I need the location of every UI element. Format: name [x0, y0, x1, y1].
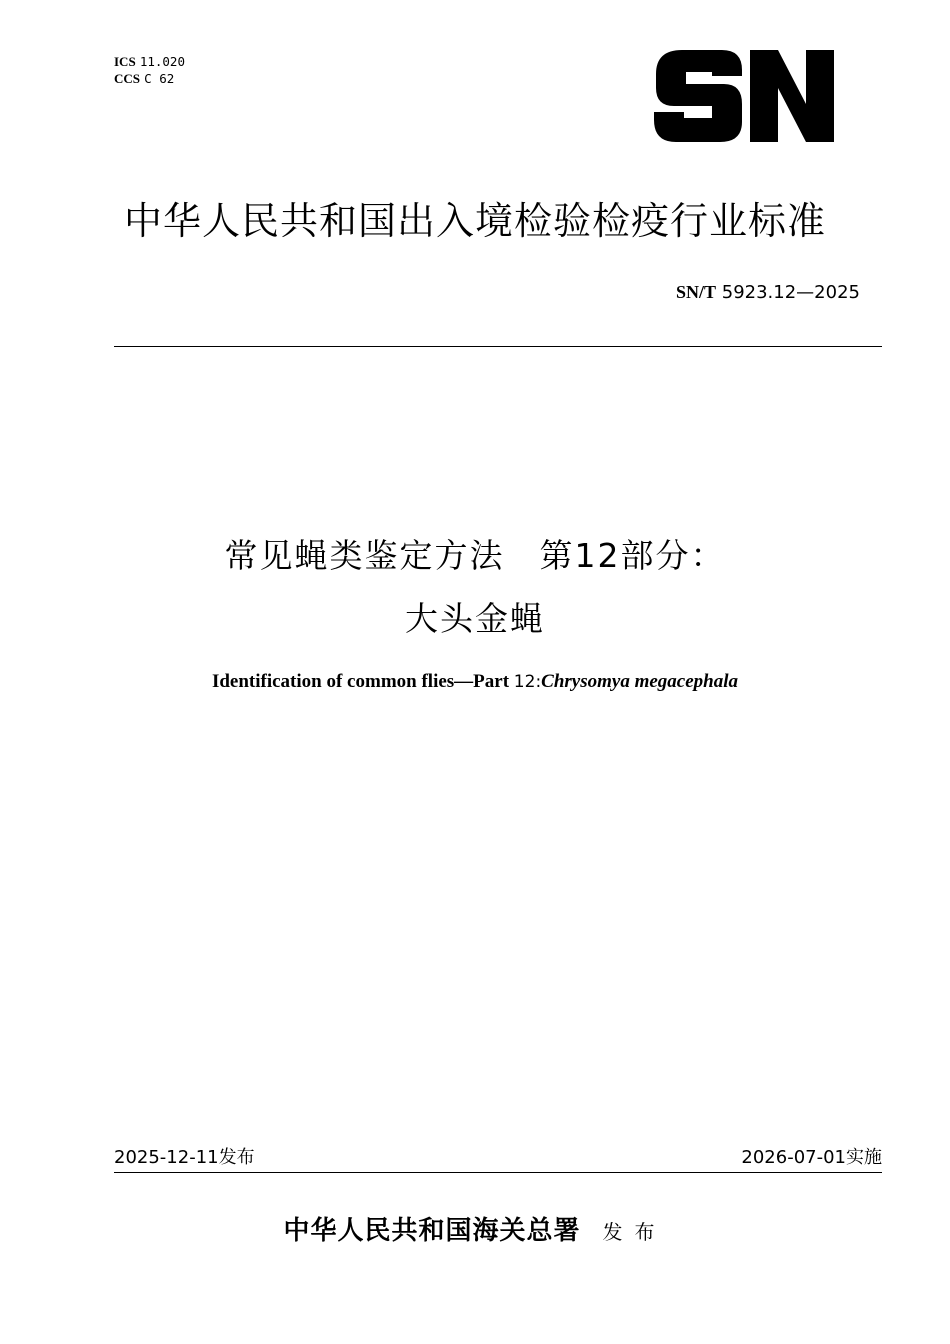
ics-line [114, 54, 185, 71]
sn-logo [650, 48, 836, 144]
title-en-part-number: 12 [513, 672, 536, 692]
top-divider [114, 346, 882, 347]
ccs-line [114, 71, 185, 88]
standard-prefix: SN/T [675, 282, 717, 302]
ics-code: 11.020 [139, 54, 185, 69]
issue-date: 2025-12-11发布 [114, 1147, 255, 1168]
implementation-date: 2026-07-01实施 [741, 1147, 882, 1168]
standard-number [676, 282, 860, 303]
bottom-divider [114, 1172, 882, 1173]
ccs-label: CCS [114, 71, 141, 86]
standard-code: 5923.12—2025 [721, 282, 860, 303]
title-en-separator: : [535, 672, 542, 692]
publisher-line [0, 1210, 950, 1247]
ccs-code: C 62 [144, 71, 175, 86]
publisher-org: 中华人民共和国海关总署 [283, 1216, 581, 1246]
title-en [0, 671, 950, 693]
publisher-action: 发布 [602, 1220, 667, 1244]
ics-label: ICS [114, 54, 136, 69]
title-en-main: Identification of common flies—Part [211, 671, 514, 692]
ministry-title: 中华人民共和国出入境检验检疫行业标准 [123, 199, 826, 243]
title-zh-line1: 常见蝇类鉴定方法 第12部分： [224, 536, 726, 575]
sn-logo-mark [650, 48, 836, 144]
classification-block [114, 54, 185, 88]
title-en-species: Chrysomya megacephala [541, 671, 739, 692]
title-zh-line2: 大头金蝇 [405, 599, 545, 638]
